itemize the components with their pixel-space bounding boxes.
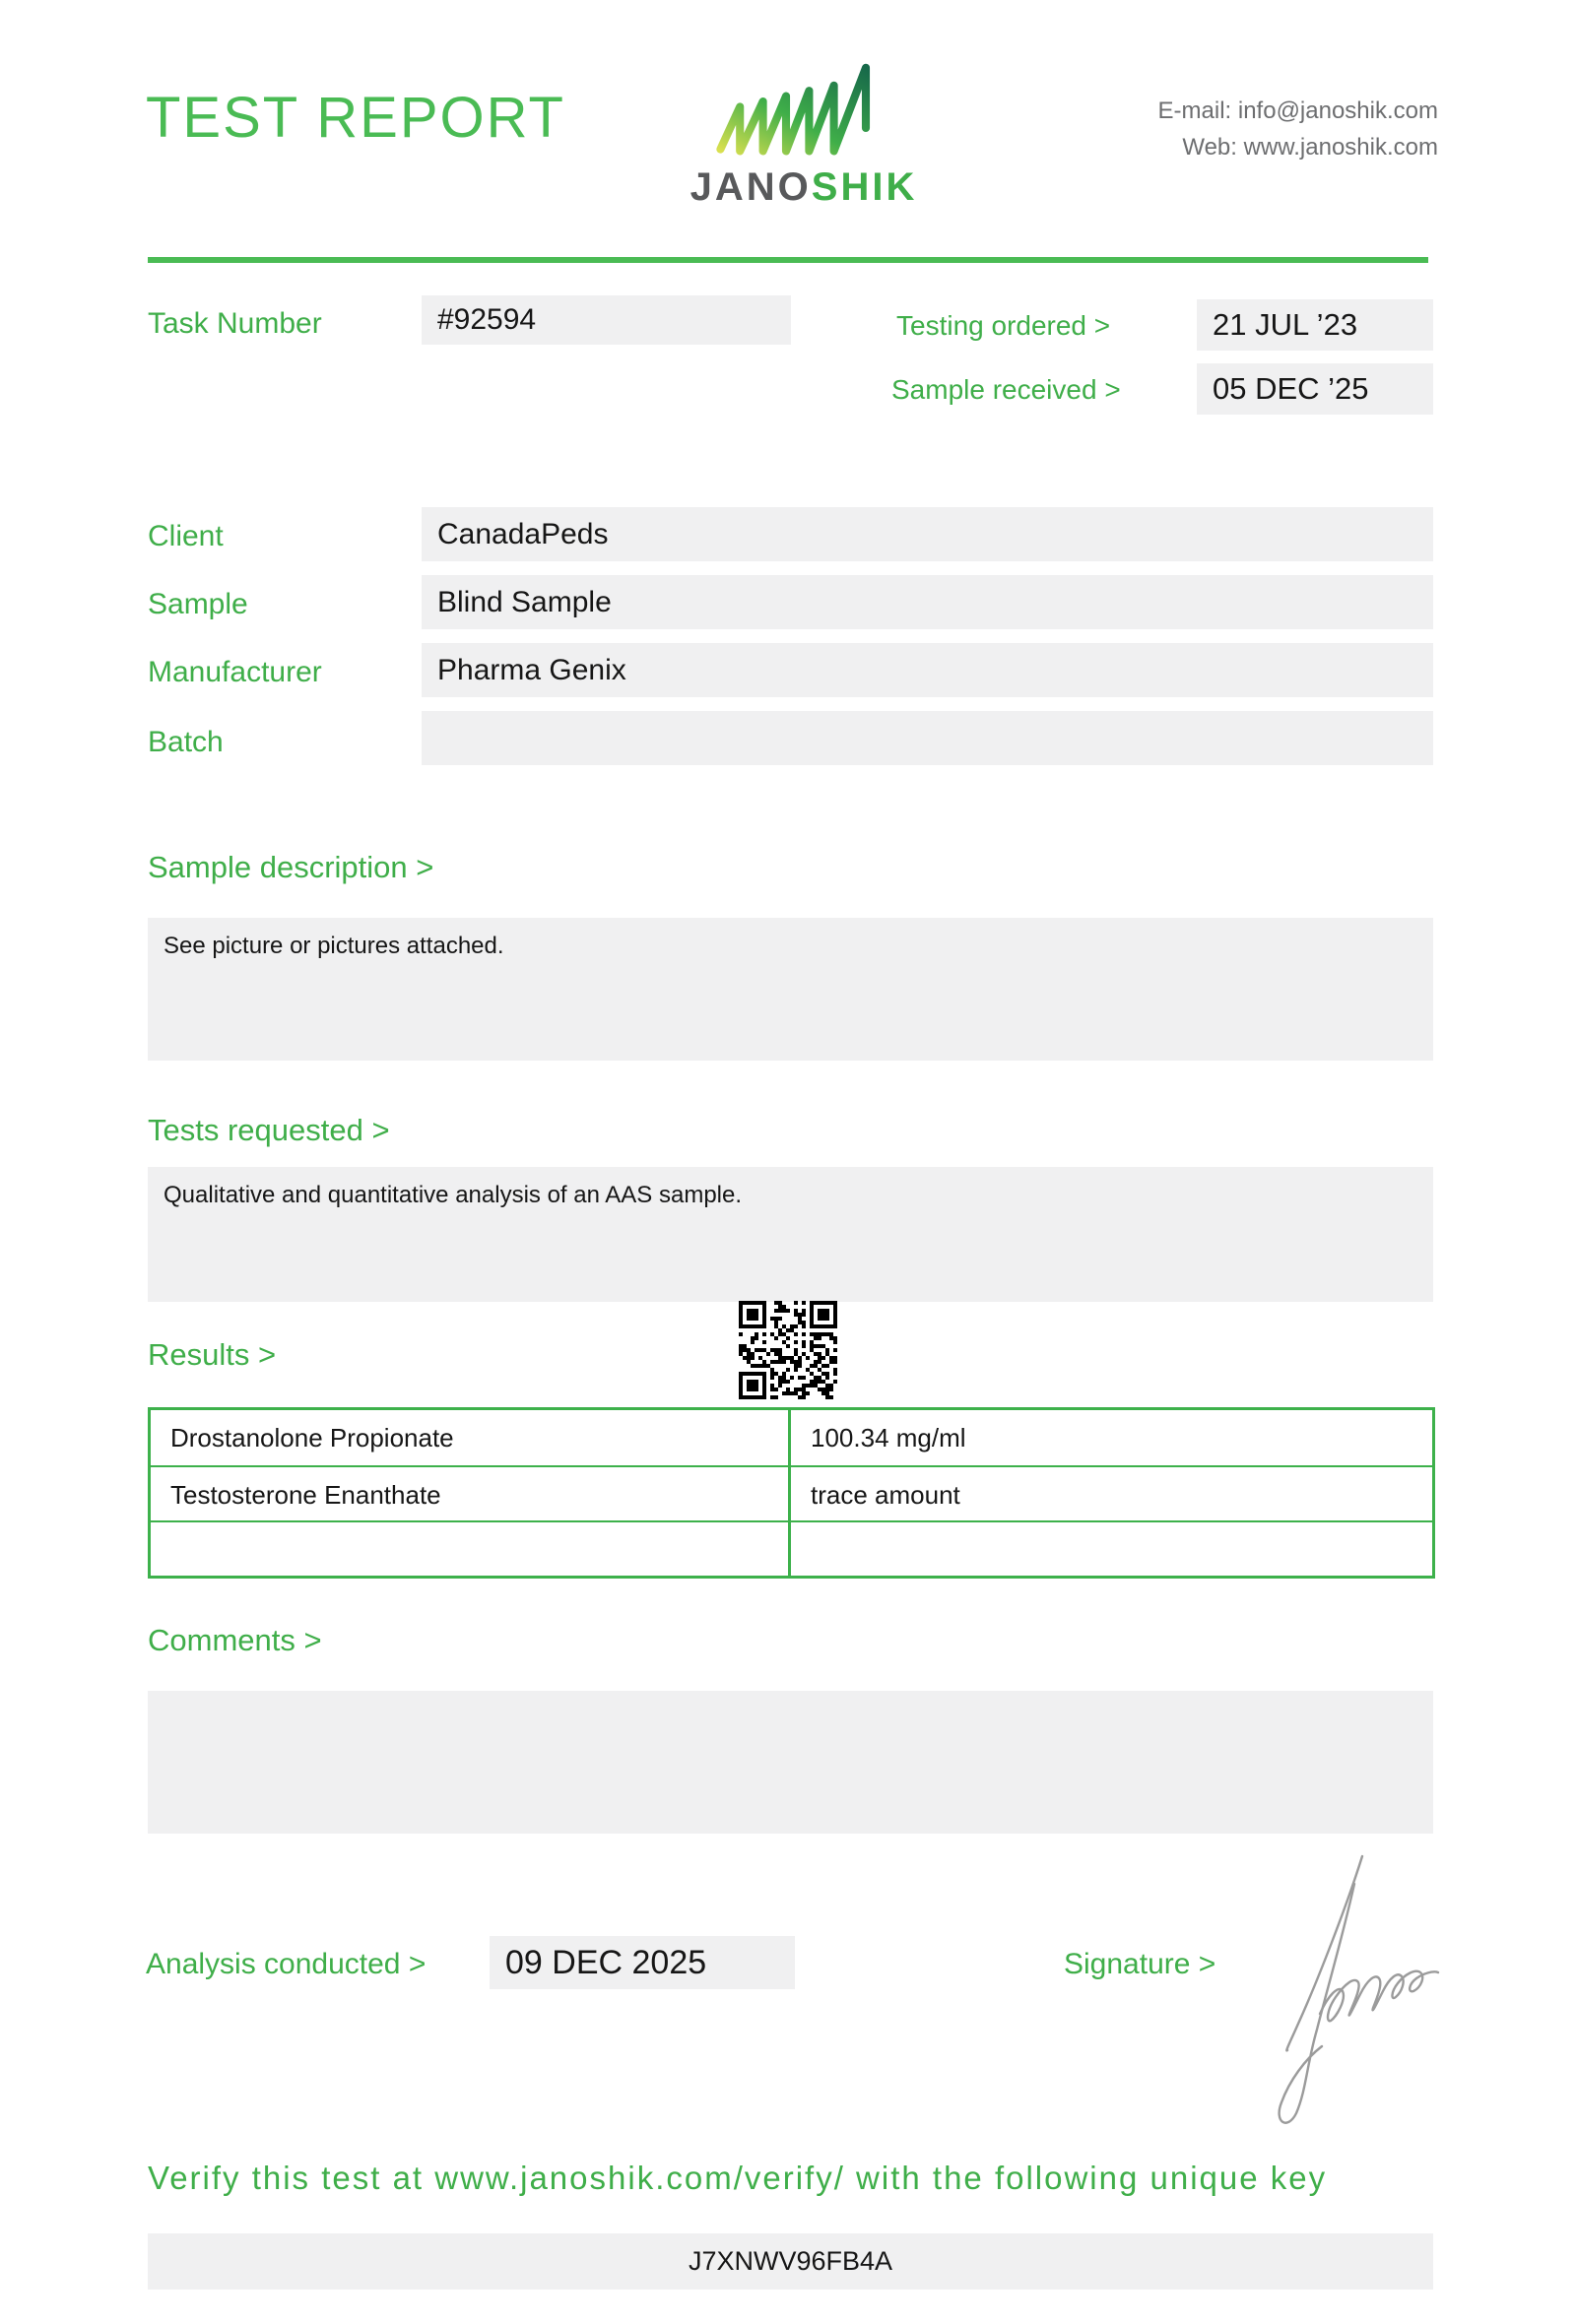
verify-key: J7XNWV96FB4A — [148, 2233, 1433, 2290]
analysis-conducted-date: 09 DEC 2025 — [490, 1936, 795, 1989]
logo-text-jano: JANO — [690, 165, 812, 209]
contact-email: E-mail: info@janoshik.com — [1157, 97, 1438, 124]
logo-text-shik: SHIK — [811, 165, 918, 209]
results-table — [148, 1407, 1435, 1579]
testing-ordered-label: Testing ordered > — [896, 310, 1111, 341]
task-number-value: #92594 — [422, 295, 791, 345]
sample-received-label: Sample received > — [891, 374, 1121, 405]
analysis-conducted-label: Analysis conducted > — [146, 1948, 427, 1980]
task-number-label: Task Number — [148, 307, 322, 340]
tests-requested-heading: Tests requested > — [148, 1113, 390, 1147]
result-value — [791, 1520, 1432, 1576]
header-divider — [148, 257, 1428, 263]
logo — [678, 57, 930, 210]
sample-description-box: See picture or pictures attached. — [148, 918, 1433, 1061]
qr-code — [739, 1301, 837, 1399]
client-value: CanadaPeds — [422, 507, 1433, 561]
logo-wordmark — [678, 165, 930, 210]
sample-received-value: 05 DEC ’25 — [1197, 363, 1433, 415]
tests-requested-box: Qualitative and quantitative analysis of an AAS sample. — [148, 1167, 1433, 1302]
results-heading: Results > — [148, 1337, 277, 1372]
signature-label: Signature > — [1064, 1948, 1216, 1980]
result-substance: Drostanolone Propionate — [151, 1410, 791, 1465]
sample-label: Sample — [148, 588, 248, 620]
page-title: TEST REPORT — [146, 86, 565, 150]
batch-value — [422, 711, 1433, 765]
result-value: trace amount — [791, 1465, 1432, 1520]
verify-instruction: Verify this test at www.janoshik.com/verify/ with the following unique key — [148, 2160, 1328, 2196]
manufacturer-label: Manufacturer — [148, 656, 322, 688]
comments-box — [148, 1691, 1433, 1834]
sample-value: Blind Sample — [422, 575, 1433, 629]
result-value: 100.34 mg/ml — [811, 1423, 966, 1452]
batch-label: Batch — [148, 726, 224, 758]
trend-chart-icon — [700, 57, 907, 163]
result-substance — [151, 1520, 791, 1576]
client-label: Client — [148, 520, 224, 552]
contact-web: Web: www.janoshik.com — [1182, 134, 1438, 161]
result-substance: Testosterone Enanthate — [151, 1465, 791, 1520]
manufacturer-value: Pharma Genix — [422, 643, 1433, 697]
signature-scribble — [1261, 1827, 1478, 2142]
contact-info — [1158, 93, 1438, 165]
sample-description-heading: Sample description > — [148, 850, 434, 884]
comments-heading: Comments > — [148, 1623, 322, 1657]
testing-ordered-value: 21 JUL ’23 — [1197, 299, 1433, 351]
